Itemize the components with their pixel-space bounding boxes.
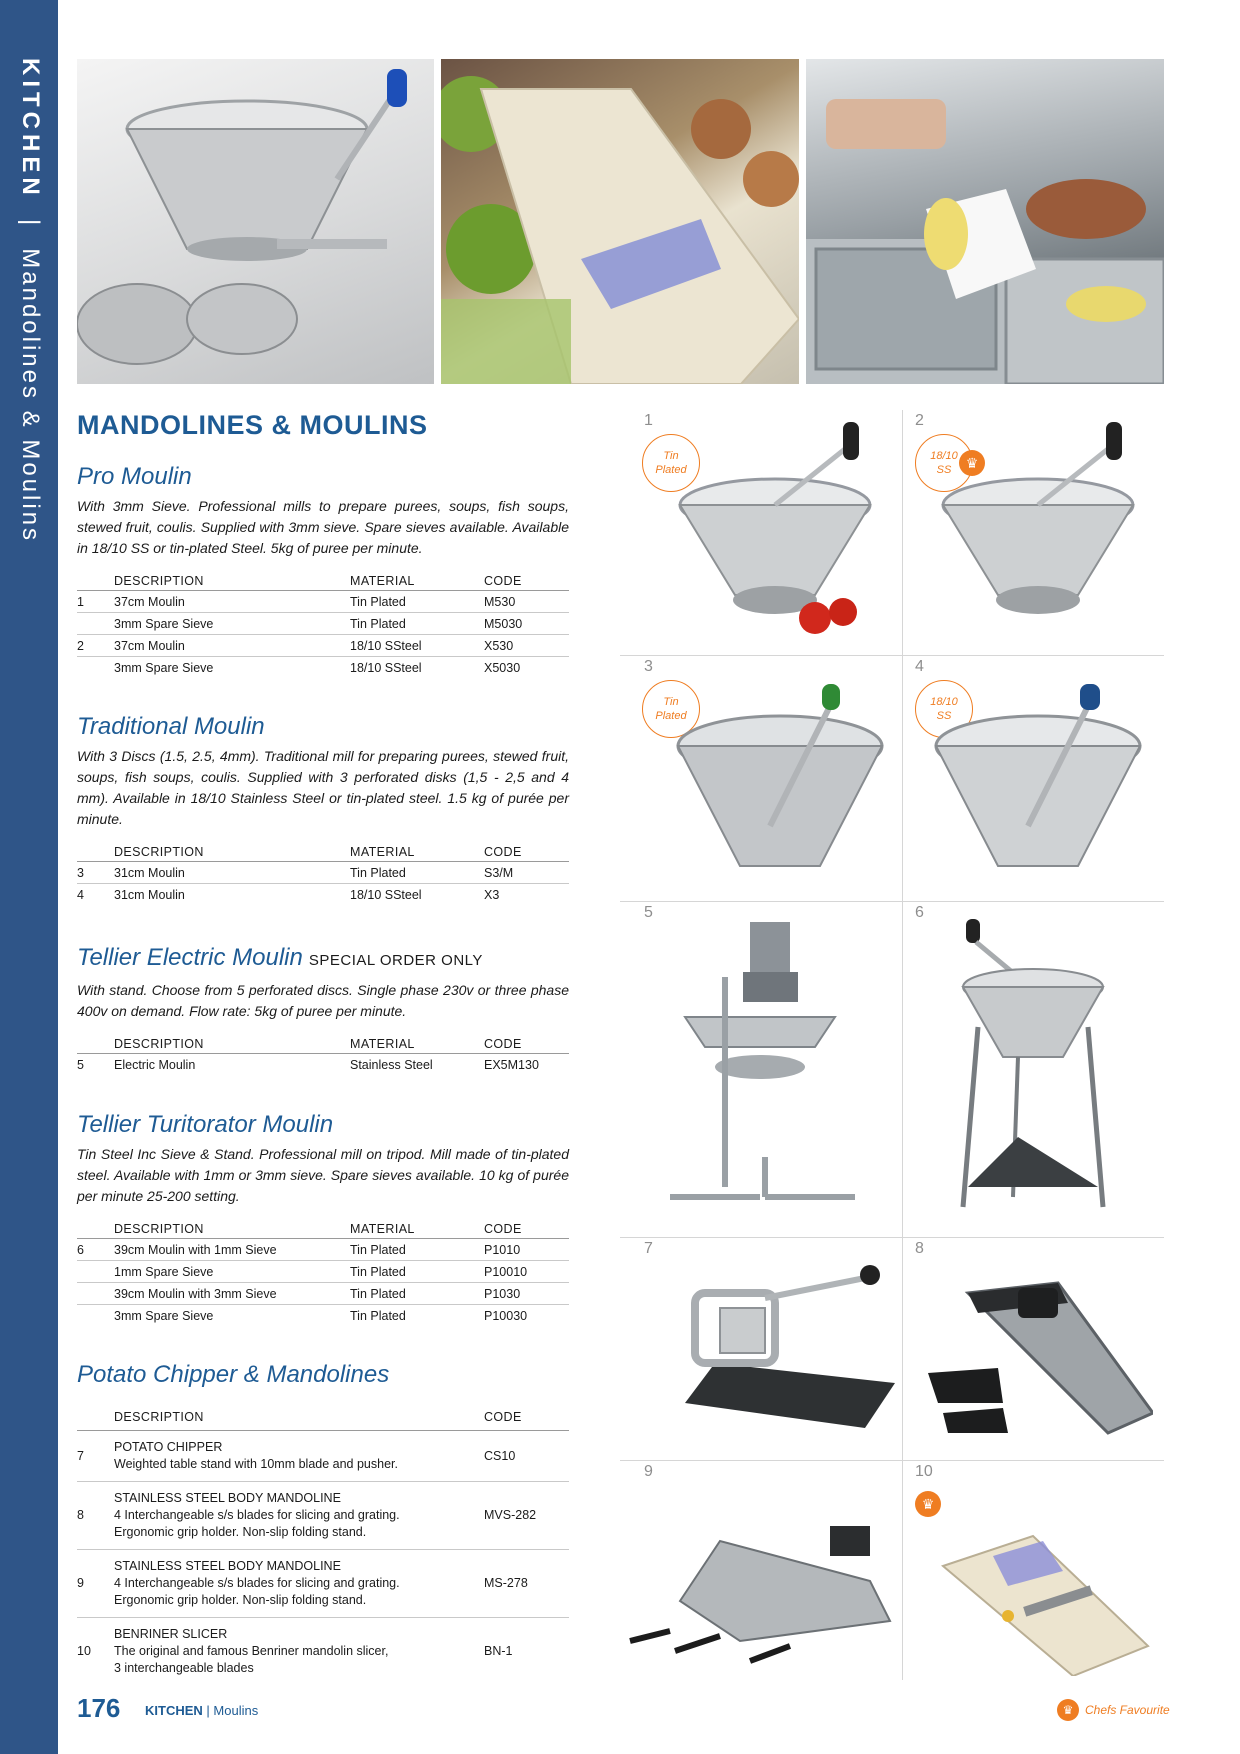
section-title: Pro Moulin xyxy=(77,463,192,490)
mandoline-image xyxy=(918,1273,1153,1443)
table-row xyxy=(77,635,569,657)
table-row xyxy=(77,657,569,678)
section-description: With 3 Discs (1.5, 2.5, 4mm). Traditional mill for preparing purees, stewed fruit, soups, fish soups, coulis. Supplied with 3 perforated disks (1,5 - 2,5 and 4 mm). Available in 18/10 Stainless Steel or tin-plated steel. 1.5 kg of purée per minute. xyxy=(77,748,569,827)
benriner-slicer-image xyxy=(933,1516,1153,1676)
row-material: 18/10 SSteel xyxy=(350,660,422,675)
sidebar-separator: | xyxy=(17,219,44,229)
chipper-table xyxy=(77,1404,569,1685)
table-row xyxy=(77,1482,569,1550)
moulin-image xyxy=(938,420,1148,645)
row-material: Tin Plated xyxy=(350,1264,406,1279)
legend-label: Chefs Favourite xyxy=(1085,1703,1170,1717)
header-description: DESCRIPTION xyxy=(114,845,204,859)
row-number: 2 xyxy=(77,638,84,653)
row-number: 3 xyxy=(77,865,84,880)
section-description: Tin Steel Inc Sieve & Stand. Professional mill on tripod. Mill made of tin-plated steel. Available with 1mm or 3mm sieve. Spare sieves available. 10 kg of purée per minute 25-200 setting. xyxy=(77,1146,569,1204)
section-title: Tellier Turitorator Moulin xyxy=(77,1111,334,1138)
footer-separator: | xyxy=(206,1703,210,1718)
table-row xyxy=(77,1261,569,1283)
footer-breadcrumb xyxy=(145,1703,258,1718)
sidebar-title xyxy=(16,58,44,543)
header-description: DESCRIPTION xyxy=(114,1410,204,1424)
header-description: DESCRIPTION xyxy=(114,574,204,588)
table-row xyxy=(77,591,569,613)
row-description xyxy=(114,1439,484,1473)
product-table xyxy=(77,838,569,905)
row-title: BENRINER SLICER xyxy=(114,1627,228,1641)
product-number: 1 xyxy=(644,412,653,429)
moulin-image xyxy=(928,676,1148,886)
badge-line: SS xyxy=(936,464,952,476)
row-code: M5030 xyxy=(484,616,523,631)
product-number: 8 xyxy=(915,1240,924,1257)
table-row xyxy=(77,1239,569,1261)
product-cell-1 xyxy=(620,410,903,656)
header-description: DESCRIPTION xyxy=(114,1222,204,1236)
header-material: MATERIAL xyxy=(350,574,415,588)
row-number: 7 xyxy=(77,1448,84,1463)
row-detail: Ergonomic grip holder. Non-slip folding stand. xyxy=(114,1593,367,1607)
section-traditional-moulin xyxy=(77,712,569,905)
table-row xyxy=(77,1618,569,1685)
row-title: STAINLESS STEEL BODY MANDOLINE xyxy=(114,1559,341,1573)
row-title: STAINLESS STEEL BODY MANDOLINE xyxy=(114,1491,341,1505)
badge-line: Tin xyxy=(663,696,679,708)
product-number: 6 xyxy=(915,904,924,921)
section-electric-moulin xyxy=(77,943,569,1075)
product-number: 4 xyxy=(915,658,924,675)
row-material: Tin Plated xyxy=(350,1286,406,1301)
table-row xyxy=(77,1431,569,1482)
table-row xyxy=(77,884,569,905)
product-cell-9 xyxy=(620,1461,903,1680)
table-row xyxy=(77,862,569,884)
row-material: Tin Plated xyxy=(350,1242,406,1257)
product-grid xyxy=(620,410,1164,1680)
row-number: 10 xyxy=(77,1644,91,1658)
chefs-favourite-legend xyxy=(1057,1699,1170,1721)
badge-line: 18/10 xyxy=(930,696,958,708)
row-code: P10030 xyxy=(484,1308,528,1323)
row-description xyxy=(114,1558,484,1609)
table-header xyxy=(77,1030,569,1054)
header-material: MATERIAL xyxy=(350,1222,415,1236)
row-number: 1 xyxy=(77,594,84,609)
header-material: MATERIAL xyxy=(350,845,415,859)
product-cell-4 xyxy=(903,656,1164,902)
special-order-note: SPECIAL ORDER ONLY xyxy=(308,952,483,969)
row-material: Tin Plated xyxy=(350,1308,406,1323)
chef-hat-icon: ♛ xyxy=(1057,1699,1079,1721)
product-number: 2 xyxy=(915,412,924,429)
table-header xyxy=(77,838,569,862)
product-cell-2 xyxy=(903,410,1164,656)
sidebar xyxy=(0,0,58,1754)
table-row xyxy=(77,1305,569,1326)
product-table xyxy=(77,1215,569,1326)
table-row xyxy=(77,1550,569,1618)
header-description: DESCRIPTION xyxy=(114,1037,204,1051)
row-description: 3mm Spare Sieve xyxy=(114,1308,214,1323)
row-code: P10010 xyxy=(484,1264,528,1279)
row-code: S3/M xyxy=(484,865,514,880)
product-table xyxy=(77,567,569,678)
badge-line: SS xyxy=(936,710,952,722)
header-code: CODE xyxy=(484,574,522,588)
row-description: 1mm Spare Sieve xyxy=(114,1264,214,1279)
row-code: P1030 xyxy=(484,1286,521,1301)
moulin-image xyxy=(675,420,885,645)
row-description: 37cm Moulin xyxy=(114,638,185,653)
footer-subsection: Moulins xyxy=(213,1703,259,1718)
product-number: 9 xyxy=(644,1463,653,1480)
row-number: 5 xyxy=(77,1057,84,1072)
turitorator-moulin-image xyxy=(958,917,1108,1217)
row-code: X5030 xyxy=(484,660,521,675)
row-material: 18/10 SSteel xyxy=(350,638,422,653)
header-code: CODE xyxy=(484,845,522,859)
footer-section: KITCHEN xyxy=(145,1703,203,1718)
section-title-text: Tellier Electric Moulin xyxy=(77,944,303,971)
sidebar-section: KITCHEN xyxy=(17,58,44,200)
product-number: 7 xyxy=(644,1240,653,1257)
header-code: CODE xyxy=(484,1410,522,1424)
section-title: Traditional Moulin xyxy=(77,713,265,740)
row-code: X530 xyxy=(484,638,514,653)
table-header xyxy=(77,1404,569,1431)
row-number: 6 xyxy=(77,1242,84,1257)
product-cell-6 xyxy=(903,902,1164,1238)
row-description: 37cm Moulin xyxy=(114,594,185,609)
table-row xyxy=(77,1283,569,1305)
row-detail: Ergonomic grip holder. Non-slip folding stand. xyxy=(114,1525,367,1539)
photo-mandoline xyxy=(441,59,799,384)
row-code: BN-1 xyxy=(484,1644,513,1658)
row-material: Tin Plated xyxy=(350,865,406,880)
electric-moulin-image xyxy=(665,917,865,1217)
row-code: MVS-282 xyxy=(484,1508,537,1522)
row-description: 31cm Moulin xyxy=(114,865,185,880)
header-code: CODE xyxy=(484,1222,522,1236)
section-description: With stand. Choose from 5 perforated discs. Single phase 230v or three phase 400v on demand. Flow rate: 5kg of puree per minute. xyxy=(77,982,569,1019)
badge-line: 18/10 xyxy=(930,450,958,462)
section-chipper xyxy=(77,1360,569,1390)
moulin-image xyxy=(670,676,890,886)
photo-kitchen xyxy=(806,59,1164,384)
row-number: 4 xyxy=(77,887,84,902)
section-title: Potato Chipper & Mandolines xyxy=(77,1361,390,1388)
row-description xyxy=(114,1626,484,1677)
section-description: With 3mm Sieve. Professional mills to prepare purees, soups, fish soups, stewed fruit, coulis. Supplied with 3mm sieve. Spare sieves available. Available in 18/10 SS or tin-plated Steel. 5kg of puree per minute. xyxy=(77,498,569,556)
row-detail: Weighted table stand with 10mm blade and pusher. xyxy=(114,1457,398,1471)
row-description: 3mm Spare Sieve xyxy=(114,616,214,631)
product-table xyxy=(77,1030,569,1075)
row-code: CS10 xyxy=(484,1448,516,1463)
chef-hat-icon: ♛ xyxy=(915,1491,941,1517)
product-cell-10 xyxy=(903,1461,1164,1680)
row-material: Tin Plated xyxy=(350,616,406,631)
chef-hat-icon: ♛ xyxy=(959,450,985,476)
header-material: MATERIAL xyxy=(350,1037,415,1051)
section-title xyxy=(77,943,569,976)
header-code: CODE xyxy=(484,1037,522,1051)
row-number: 9 xyxy=(77,1576,84,1590)
row-description: 39cm Moulin with 1mm Sieve xyxy=(114,1242,277,1257)
page-number: 176 xyxy=(77,1693,121,1723)
table-header xyxy=(77,1215,569,1239)
row-description: 3mm Spare Sieve xyxy=(114,660,214,675)
row-code: M530 xyxy=(484,594,516,609)
product-cell-7 xyxy=(620,1238,903,1461)
product-cell-5 xyxy=(620,902,903,1238)
badge-line: Plated xyxy=(655,464,687,476)
product-number: 3 xyxy=(644,658,653,675)
row-description: 39cm Moulin with 3mm Sieve xyxy=(114,1286,277,1301)
potato-chipper-image xyxy=(665,1253,895,1453)
row-code: MS-278 xyxy=(484,1576,528,1590)
product-number: 5 xyxy=(644,904,653,921)
photo-moulin xyxy=(77,59,434,384)
row-material: Stainless Steel xyxy=(350,1057,433,1072)
row-detail: The original and famous Benriner mandolin slicer, xyxy=(114,1644,389,1658)
steel-mandoline-image xyxy=(620,1521,900,1671)
row-code: P1010 xyxy=(484,1242,521,1257)
row-number: 8 xyxy=(77,1508,84,1522)
row-material: Tin Plated xyxy=(350,594,406,609)
row-code: X3 xyxy=(484,887,500,902)
product-number: 10 xyxy=(915,1463,933,1480)
row-description: 31cm Moulin xyxy=(114,887,185,902)
row-detail: 4 Interchangeable s/s blades for slicing and grating. xyxy=(114,1508,400,1522)
row-description xyxy=(114,1490,484,1541)
row-description: Electric Moulin xyxy=(114,1057,196,1072)
badge-line: Plated xyxy=(655,710,687,722)
row-title: POTATO CHIPPER xyxy=(114,1440,223,1454)
table-row xyxy=(77,613,569,635)
row-code: EX5M130 xyxy=(484,1057,539,1072)
table-row xyxy=(77,1054,569,1075)
sidebar-subsection: Mandolines & Moulins xyxy=(17,248,44,544)
row-detail: 3 interchangeable blades xyxy=(114,1661,254,1675)
table-header xyxy=(77,567,569,591)
row-material: 18/10 SSteel xyxy=(350,887,422,902)
section-pro-moulin xyxy=(77,462,569,678)
section-turitorator-moulin xyxy=(77,1110,569,1326)
page-title: MANDOLINES & MOULINS xyxy=(77,410,428,440)
row-detail: 4 Interchangeable s/s blades for slicing and grating. xyxy=(114,1576,400,1590)
product-cell-8 xyxy=(903,1238,1164,1461)
badge-line: Tin xyxy=(663,450,679,462)
product-cell-3 xyxy=(620,656,903,902)
